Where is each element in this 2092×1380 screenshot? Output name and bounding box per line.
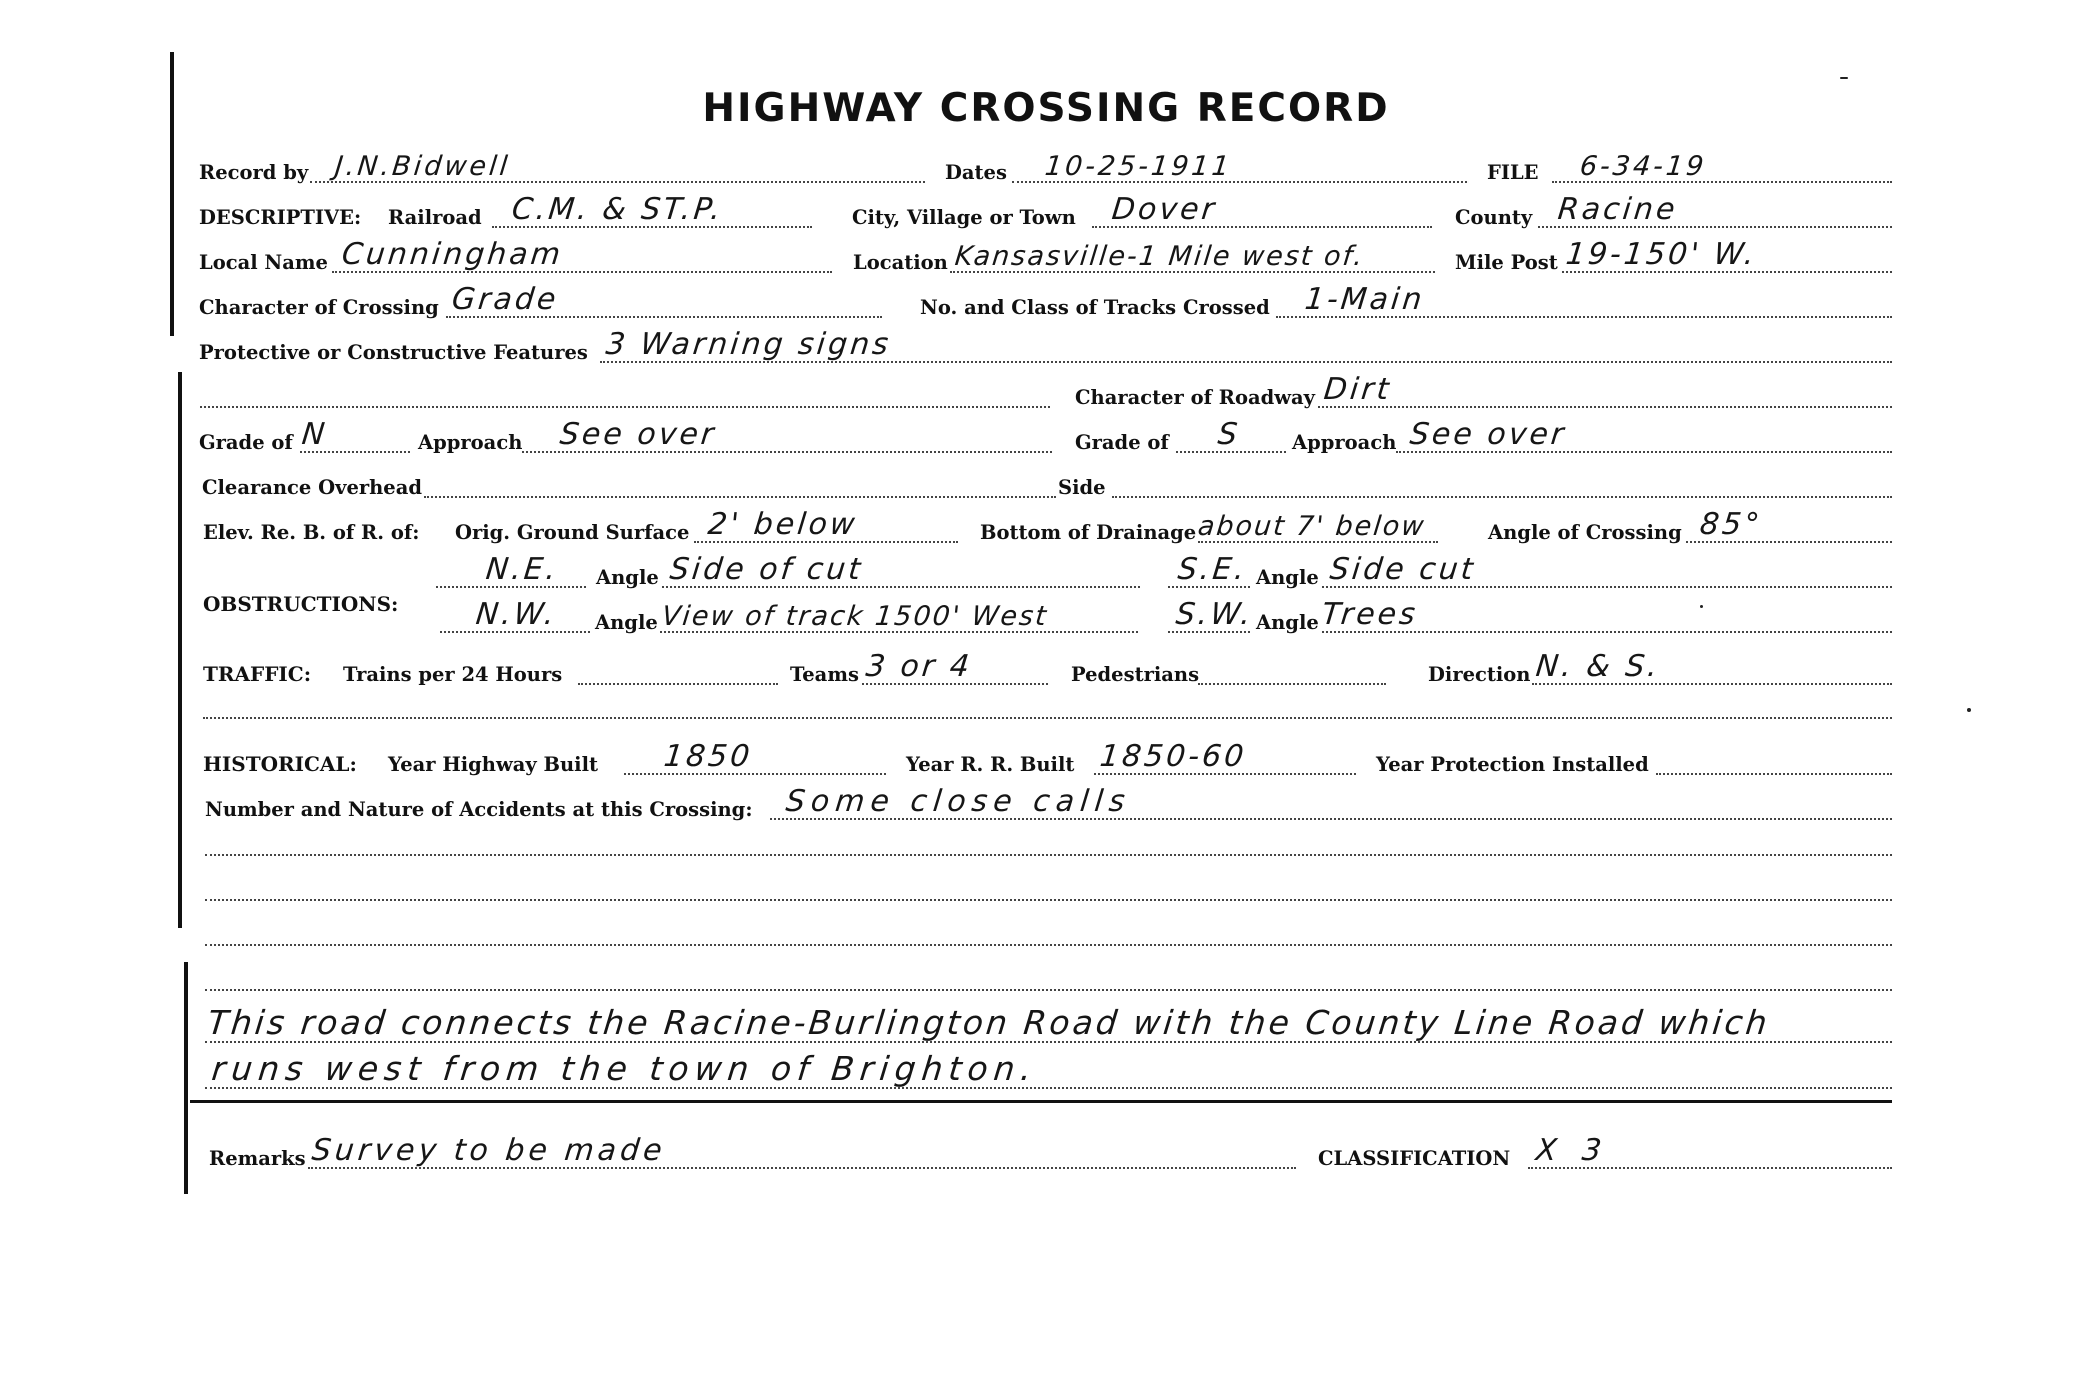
location-label: Location xyxy=(853,251,948,274)
page-title: HIGHWAY CROSSING RECORD xyxy=(702,86,1390,131)
character-roadway-value: Dirt xyxy=(1322,372,1394,407)
row-elevation xyxy=(0,508,2092,548)
pedestrians-label: Pedestrians xyxy=(1071,663,1200,686)
record-by-label: Record by xyxy=(199,161,309,184)
row-accidents xyxy=(0,785,2092,825)
pedestrians-line xyxy=(1198,683,1386,685)
accidents-value: Some close calls xyxy=(784,784,1133,819)
accidents-blank-line-4 xyxy=(205,989,1892,991)
obstructions-label: OBSTRUCTIONS: xyxy=(203,592,399,616)
sw-angle-value: Trees xyxy=(1320,597,1420,632)
nw-angle-value: View of track 1500' West xyxy=(660,601,1050,632)
side-label: Side xyxy=(1058,476,1106,499)
ne-dir-value: N.E. xyxy=(484,552,561,587)
trains-label: Trains per 24 Hours xyxy=(343,663,563,686)
orig-ground-value: 2' below xyxy=(706,507,860,542)
dates-value: 10-25-1911 xyxy=(1043,151,1234,182)
row-note-1 xyxy=(0,998,2092,1048)
note-text-line-2: runs west from the town of Brighton. xyxy=(209,1049,1040,1088)
descriptive-label: DESCRIPTIVE: xyxy=(199,206,362,229)
row-grade xyxy=(0,418,2092,458)
classification-label: CLASSIFICATION xyxy=(1318,1147,1511,1170)
trains-line xyxy=(578,683,778,685)
bottom-drainage-label: Bottom of Drainage xyxy=(980,521,1197,544)
year-protection-label: Year Protection Installed xyxy=(1376,753,1649,776)
grade-n-dir-value: N xyxy=(300,417,330,452)
elev-label: Elev. Re. B. of R. of: xyxy=(203,521,420,544)
note-text-line-1: This road connects the Racine-Burlington Road with the County Line Road which xyxy=(205,1003,1772,1042)
year-highway-value: 1850 xyxy=(662,739,755,774)
row-character-crossing xyxy=(0,283,2092,323)
row-traffic xyxy=(0,650,2092,690)
scan-speck xyxy=(1700,605,1703,608)
character-roadway-line xyxy=(1318,406,1892,408)
character-crossing-value: Grade xyxy=(450,282,561,317)
orig-ground-label: Orig. Ground Surface xyxy=(455,521,690,544)
se-angle-value: Side cut xyxy=(1328,552,1478,587)
direction-value: N. & S. xyxy=(1534,649,1662,684)
approach-n-label: Approach xyxy=(418,431,523,454)
se-angle-label: Angle xyxy=(1256,566,1319,589)
grade-n-label: Grade of xyxy=(199,431,293,454)
bottom-drainage-value: about 7' below xyxy=(1196,511,1428,542)
row-remarks xyxy=(0,1134,2092,1174)
approach-s-value: See over xyxy=(1408,417,1569,452)
protective-label: Protective or Constructive Features xyxy=(199,341,588,364)
row-descriptive xyxy=(0,193,2092,233)
classification-value: X 3 xyxy=(1534,1133,1612,1168)
scan-speck xyxy=(1967,708,1971,712)
county-label: County xyxy=(1455,206,1533,229)
year-protection-line xyxy=(1656,773,1892,775)
traffic-blank-line xyxy=(203,717,1892,719)
record-by-value: J.N.Bidwell xyxy=(333,151,512,182)
row-record-by xyxy=(0,148,2092,188)
nw-dir-value: N.W. xyxy=(474,597,559,632)
accidents-blank-line-1 xyxy=(205,854,1892,856)
city-value: Dover xyxy=(1110,192,1219,227)
approach-n-value: See over xyxy=(558,417,719,452)
accidents-blank-line-3 xyxy=(205,944,1892,946)
grade-s-dir-value: S xyxy=(1216,417,1242,452)
angle-crossing-value: 85° xyxy=(1698,507,1765,542)
clearance-label: Clearance Overhead xyxy=(202,476,422,499)
se-dir-value: S.E. xyxy=(1176,552,1249,587)
local-name-label: Local Name xyxy=(199,251,328,274)
row-character-roadway xyxy=(0,373,2092,413)
row-protective xyxy=(0,328,2092,368)
row-clearance xyxy=(0,463,2092,503)
direction-label: Direction xyxy=(1428,663,1531,686)
historical-label: HISTORICAL: xyxy=(203,752,357,776)
city-label: City, Village or Town xyxy=(852,206,1076,229)
character-roadway-label: Character of Roadway xyxy=(1075,386,1316,409)
file-label: FILE xyxy=(1487,161,1539,184)
ne-angle-label: Angle xyxy=(596,566,659,589)
local-name-value: Cunningham xyxy=(340,237,565,272)
year-highway-label: Year Highway Built xyxy=(388,753,598,776)
railroad-label: Railroad xyxy=(388,206,482,229)
sw-angle-label: Angle xyxy=(1256,611,1319,634)
tracks-crossed-label: No. and Class of Tracks Crossed xyxy=(920,296,1270,319)
accidents-blank-line-2 xyxy=(205,899,1892,901)
remarks-value: Survey to be made xyxy=(310,1133,668,1168)
ne-angle-value: Side of cut xyxy=(668,552,865,587)
character-crossing-label: Character of Crossing xyxy=(199,296,439,319)
nw-angle-label: Angle xyxy=(595,611,658,634)
row-note-2 xyxy=(0,1044,2092,1094)
remarks-divider xyxy=(190,1100,1892,1103)
remarks-label: Remarks xyxy=(209,1147,306,1170)
angle-crossing-label: Angle of Crossing xyxy=(1488,521,1682,544)
side-line xyxy=(1112,496,1892,498)
county-value: Racine xyxy=(1556,192,1680,227)
protective-value: 3 Warning signs xyxy=(604,327,893,362)
teams-value: 3 or 4 xyxy=(864,649,974,684)
tracks-crossed-value: 1-Main xyxy=(1303,282,1427,317)
railroad-value: C.M. & ST.P. xyxy=(510,192,726,227)
row-obstructions-west xyxy=(0,598,2092,638)
dates-label: Dates xyxy=(945,161,1007,184)
sw-dir-value: S.W. xyxy=(1174,597,1256,632)
traffic-label: TRAFFIC: xyxy=(203,662,312,686)
year-rr-label: Year R. R. Built xyxy=(906,753,1075,776)
accidents-label: Number and Nature of Accidents at this Crossing: xyxy=(205,798,753,821)
clearance-line xyxy=(424,496,1056,498)
row-local-name xyxy=(0,238,2092,278)
grade-s-label: Grade of xyxy=(1075,431,1169,454)
file-value: 6-34-19 xyxy=(1578,151,1709,182)
mile-post-value: 19-150' W. xyxy=(1564,237,1759,272)
location-value: Kansasville-1 Mile west of. xyxy=(953,241,1366,272)
year-rr-value: 1850-60 xyxy=(1098,739,1249,774)
row-obstructions-east xyxy=(0,553,2092,593)
roadway-blank-line xyxy=(200,406,1050,408)
mile-post-label: Mile Post xyxy=(1455,251,1558,274)
row-historical xyxy=(0,740,2092,780)
teams-label: Teams xyxy=(790,663,859,686)
approach-s-label: Approach xyxy=(1292,431,1397,454)
scan-speck xyxy=(1840,77,1848,79)
